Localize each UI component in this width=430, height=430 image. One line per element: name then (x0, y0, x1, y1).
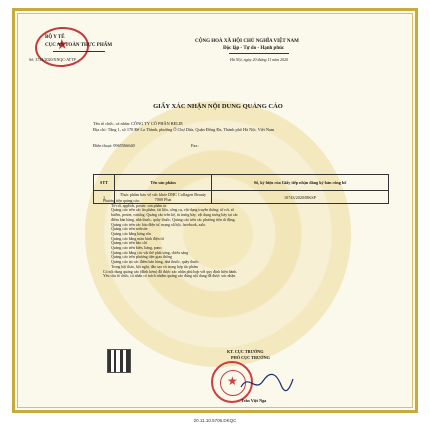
org-address: Địa chỉ: Tầng 1, số 170 Đê La Thành, phường Ô Chợ Dừa, Quận Đống Đa, Thành phố Hà Nội, Việt Nam (93, 127, 275, 132)
agency-ministry: BỘ Y TẾ (45, 35, 65, 40)
list-item: Quảng cáo trên website (111, 227, 148, 232)
document-code-footer: 20.11.10.5706.DKQC (193, 418, 237, 423)
national-motto: Độc lập - Tự do - Hạnh phúc (223, 46, 285, 51)
signer-name: Trần Việt Nga (241, 398, 267, 403)
motto-underline (229, 53, 289, 54)
qr-code (107, 349, 131, 373)
list-item: Tờ rơi, applich, poster, sản phẩm in (111, 203, 167, 208)
org-phone: Điện thoại: 0965566640 (93, 143, 135, 148)
col-registration-no: Số, ký hiệu của Giấy tiếp nhận đăng ký bản công bố (212, 175, 389, 191)
list-item: điểm bán hàng, nhà thuốc, quầy thuốc. Quảng cáo trên các phương tiện di động. (111, 217, 236, 222)
agency-underline (53, 51, 105, 52)
col-product-name: Tên sản phẩm (115, 175, 212, 191)
cell-registration-no: 10743/2020/ĐKSP (212, 191, 389, 204)
list-item: Quảng cáo trên các ấn phẩm, tài liệu, công cụ, vật dụng truyền thông: tờ rơi, sổ (111, 208, 235, 213)
table-header-row (94, 175, 389, 191)
handwritten-signature (237, 371, 297, 395)
list-item: Quảng cáo trên các báo điện tử, mạng xã hội, facebook, zalo. (111, 222, 207, 227)
certificate-document (12, 8, 418, 413)
cell-stt: 1 (94, 191, 115, 204)
list-item: Quảng cáo bằng màn hình điện tử (111, 236, 164, 241)
list-item: Quảng cáo bằng băng rôn (111, 231, 151, 236)
list-item: Quảng cáo tại các điểm bán hàng, nhà thuốc, quầy thuốc (111, 260, 199, 265)
org-name: Tên tổ chức, cá nhân: CÔNG TY CỔ PHẦN BELIE (93, 121, 183, 126)
col-stt: STT (94, 175, 115, 191)
document-date: Hà Nội, ngày 20 tháng 11 năm 2020 (230, 57, 289, 62)
signer-role: KT. CỤC TRƯỞNG (227, 349, 264, 354)
signer-sub-role: PHÓ CỤC TRƯỞNG (231, 355, 270, 360)
list-item: Quảng cáo trên phương tiện giao thông (111, 255, 172, 260)
document-title: GIẤY XÁC NHẬN NỘI DUNG QUẢNG CÁO (153, 103, 283, 110)
confirmation-note: Có nội dung quảng cáo (đính kèm) đã được xác nhận phù hợp với quy định hiện hành. (103, 269, 238, 274)
document-number: Số: 3744/2020/XNQC-ATTP (29, 57, 76, 62)
list-item: Quảng cáo bằng các vật thể phát sáng, chiếu sáng (111, 250, 189, 255)
list-item: Quảng cáo trên biển, bảng, pano (111, 246, 162, 251)
responsibility-note: Yêu cầu tổ chức, cá nhân có trách nhiệm quảng cáo đúng nội dung đã được xác nhận. (103, 274, 236, 279)
advertising-forms (103, 199, 321, 279)
agency-name: CỤC AN TOÀN THỰC PHẨM (45, 43, 113, 48)
org-fax: Fax: (191, 143, 199, 148)
forms-heading: Phương tiện quảng cáo: (103, 199, 140, 203)
list-item: bướm, poster, catalog. Quảng cáo trên kệ, tủ trưng bày, vật dụng trưng bày tại các (111, 213, 239, 218)
list-item: Quảng cáo trên báo chí (111, 241, 148, 246)
cell-product-name: Thực phẩm bảo vệ sức khỏe DHC Collagen Beauty 7000 Plus (115, 191, 212, 204)
list-item: Trong hội thảo, hội nghị, đào tạo và trong hợp tác phẩm (111, 264, 198, 269)
country-name: CỘNG HOÀ XÃ HỘI CHỦ NGHĨA VIỆT NAM (195, 39, 299, 44)
